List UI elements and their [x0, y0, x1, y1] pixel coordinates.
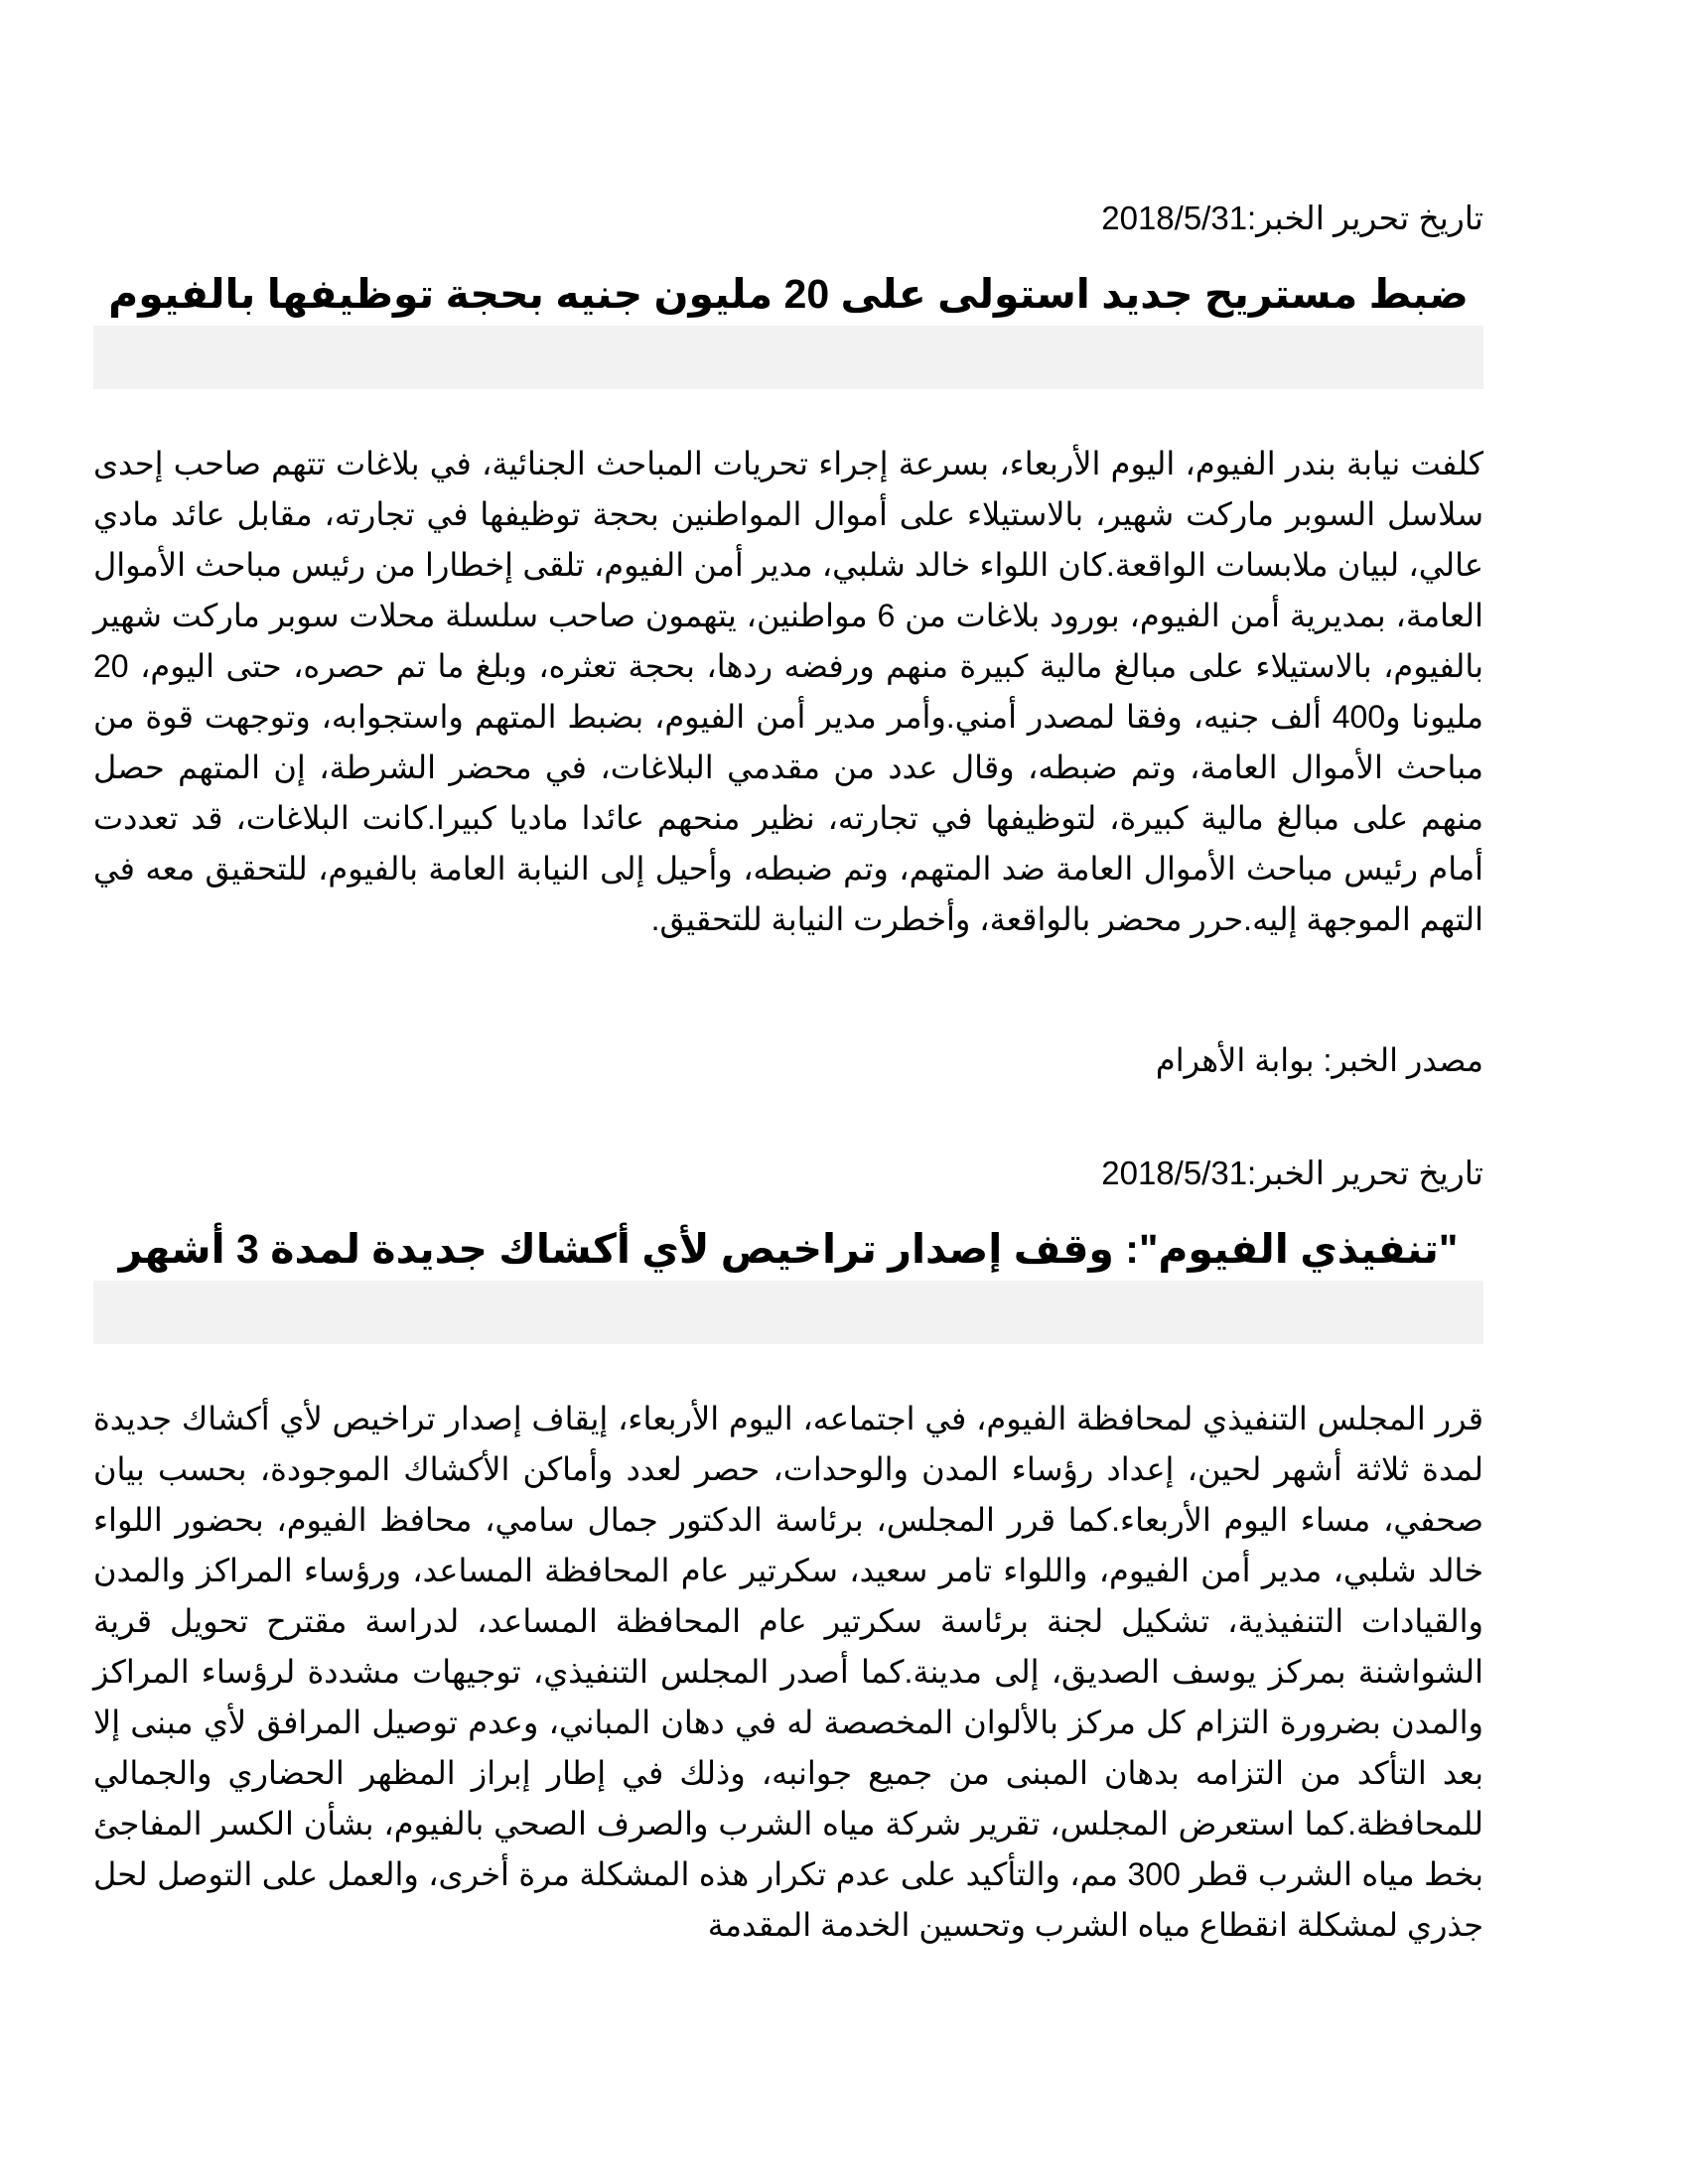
headline-underlay-band	[93, 326, 1483, 389]
news-article	[93, 1154, 1483, 1951]
news-article	[93, 199, 1483, 945]
article-headline: ضبط مستريح جديد استولى على 20 مليون جنيه بحجة توظيفها بالفيوم	[108, 271, 1469, 317]
article-body: قرر المجلس التنفيذي لمحافظة الفيوم، في اجتماعه، اليوم الأربعاء، إيقاف إصدار تراخيص لأي أكشاك جديدة لمدة ثلاثة أشهر لحين، إعداد رؤساء المدن والوحدات، حصر لعدد وأماكن الأكشاك الموجودة، بحسب بيان صحفي، مساء اليوم الأربعاء.كما قرر المجلس، برئاسة الدكتور جمال سامي، محافظ الفيوم، بحضور اللواء خالد شلبي، مدير أمن الفيوم، واللواء تامر سعيد، سكرتير عام المحافظة المساعد، ورؤساء المراكز والمدن والقيادات التنفيذية، تشكيل لجنة برئاسة سكرتير عام المحافظة المساعد، لدراسة مقترح تحويل قرية الشواشنة بمركز يوسف الصديق، إلى مدينة.كما أصدر المجلس التنفيذي، توجيهات مشددة لرؤساء المراكز والمدن بضرورة التزام كل مركز بالألوان المخصصة له في دهان المباني، وعدم توصيل المرافق لأي مبنى إلا بعد التأكد من التزامه بدهان المبنى من جميع جوانبه، وذلك في إطار إبراز المظهر الحضاري والجمالي للمحافظة.كما استعرض المجلس، تقرير شركة مياه الشرب والصرف الصحي بالفيوم، بشأن الكسر المفاجئ بخط مياه الشرب قطر 300 مم، والتأكيد على عدم تكرار هذه المشكلة مرة أخرى، والعمل على التوصل لحل جذري لمشكلة انقطاع مياه الشرب وتحسين الخدمة المقدمة	[93, 1401, 1484, 1943]
article-source-line: مصدر الخبر: بوابة الأهرام	[1155, 1042, 1483, 1078]
article-body: كلفت نيابة بندر الفيوم، اليوم الأربعاء، بسرعة إجراء تحريات المباحث الجنائية، في بلاغات تتهم صاحب إحدى سلاسل السوبر ماركت شهير، بالاستيلاء على أموال المواطنين بحجة توظيفها في تجارته، مقابل عائد مادي عالي، لبيان ملابسات الواقعة.كان اللواء خالد شلبي، مدير أمن الفيوم، تلقى إخطارا من رئيس مباحث الأموال العامة، بمديرية أمن الفيوم، بورود بلاغات من 6 مواطنين، يتهمون صاحب سلسلة محلات سوبر ماركت شهير بالفيوم، بالاستيلاء على مبالغ مالية كبيرة منهم ورفضه ردها، بحجة تعثره، وبلغ ما تم حصره، حتى اليوم، 20 مليونا و400 ألف جنيه، وفقا لمصدر أمني.وأمر مدير أمن الفيوم، بضبط المتهم واستجوابه، وتوجهت قوة من مباحث الأموال العامة، وتم ضبطه، وقال عدد من مقدمي البلاغات، في محضر الشرطة، إن المتهم حصل منهم على مبالغ مالية كبيرة، لتوظيفها في تجارته، نظير منحهم عائدا ماديا كبيرا.كانت البلاغات، قد تعددت أمام رئيس مباحث الأموال العامة ضد المتهم، وتم ضبطه، وأحيل إلى النيابة العامة بالفيوم، للتحقيق معه في التهم الموجهة إليه.حرر محضر بالواقعة، وأخطرت النيابة للتحقيق.	[93, 446, 1484, 937]
headline-underlay-band	[93, 1281, 1483, 1344]
article-date-line: تاريخ تحرير الخبر:2018/5/31	[1101, 200, 1483, 236]
article-date-line: تاريخ تحرير الخبر:2018/5/31	[1101, 1155, 1483, 1191]
article-headline: "تنفيذي الفيوم": وقف إصدار تراخيص لأي أكشاك جديدة لمدة 3 أشهر	[118, 1226, 1459, 1272]
